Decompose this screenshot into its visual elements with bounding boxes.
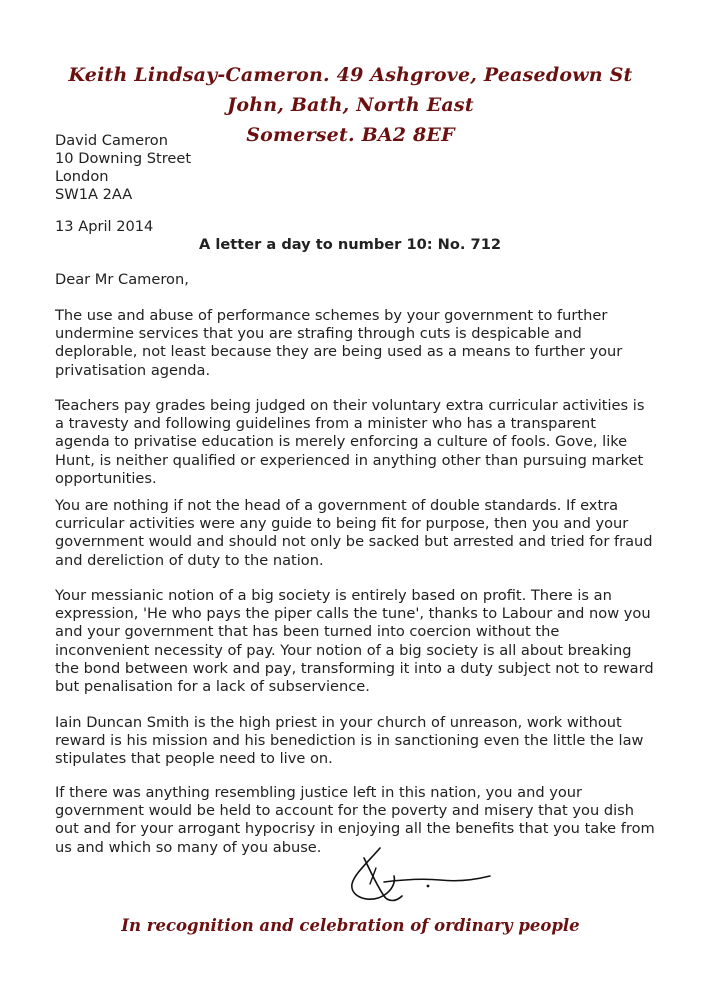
recipient-address xyxy=(55,132,191,204)
recipient-street: 10 Downing Street xyxy=(55,150,192,167)
body-paragraph-1: The use and abuse of performance schemes by your government to further undermine services that you are strafing through cuts is despicable and deplorable, not least because they are being used as a means to further your privatisation agenda. xyxy=(55,307,623,379)
body-paragraph-3: You are nothing if not the head of a government of double standards. If extra curricular activities were any guide to being fit for purpose, then you and your government would and should not only be sacked but arrested and tried for fraud and dereliction of duty to the nation. xyxy=(55,497,653,569)
body-paragraph-6: If there was anything resembling justice left in this nation, you and your government would be held to account for the poverty and misery that you dish out and for your arrogant hypocrisy in enjoying all the benefits that you take from us and which so many of you abuse. xyxy=(55,784,655,856)
body-paragraph-2: Teachers pay grades being judged on their voluntary extra curricular activities is a travesty and following guidelines from a minister who has a transparent agenda to privatise education is merely enforcing a culture of fools. Gove, like Hunt, is neither qualified or experienced in anything other than pursuing market opportunities. xyxy=(55,397,645,487)
salutation: Dear Mr Cameron, xyxy=(55,271,189,288)
letter-subject: A letter a day to number 10: No. 712 xyxy=(198,236,501,253)
footer-motto: In recognition and celebration of ordinary people xyxy=(121,916,580,935)
body-paragraph-5: Iain Duncan Smith is the high priest in your church of unreason, work without reward is his mission and his benediction is in sanctioning even the little the law stipulates that people need to live on. xyxy=(55,714,644,768)
letter-date: 13 April 2014 xyxy=(55,218,154,235)
recipient-city: London xyxy=(55,168,109,185)
handwritten-signature xyxy=(340,840,500,910)
letterhead-line-2: Somerset. BA2 8EF xyxy=(246,124,455,146)
letterhead-line-1: Keith Lindsay-Cameron. 49 Ashgrove, Peasedown St John, Bath, North East xyxy=(68,64,633,116)
recipient-postcode: SW1A 2AA xyxy=(55,186,133,203)
recipient-name: David Cameron xyxy=(55,132,168,149)
body-paragraph-4: Your messianic notion of a big society is entirely based on profit. There is an expression, 'He who pays the piper calls the tune', thanks to Labour and now you and your government that has been turned into coercion without the inconvenient necessity of pay. Your notion of a big society is all about breaking the bond between work and pay, transforming it into a duty subject not to reward but penalisation for a lack of subservience. xyxy=(55,587,654,696)
